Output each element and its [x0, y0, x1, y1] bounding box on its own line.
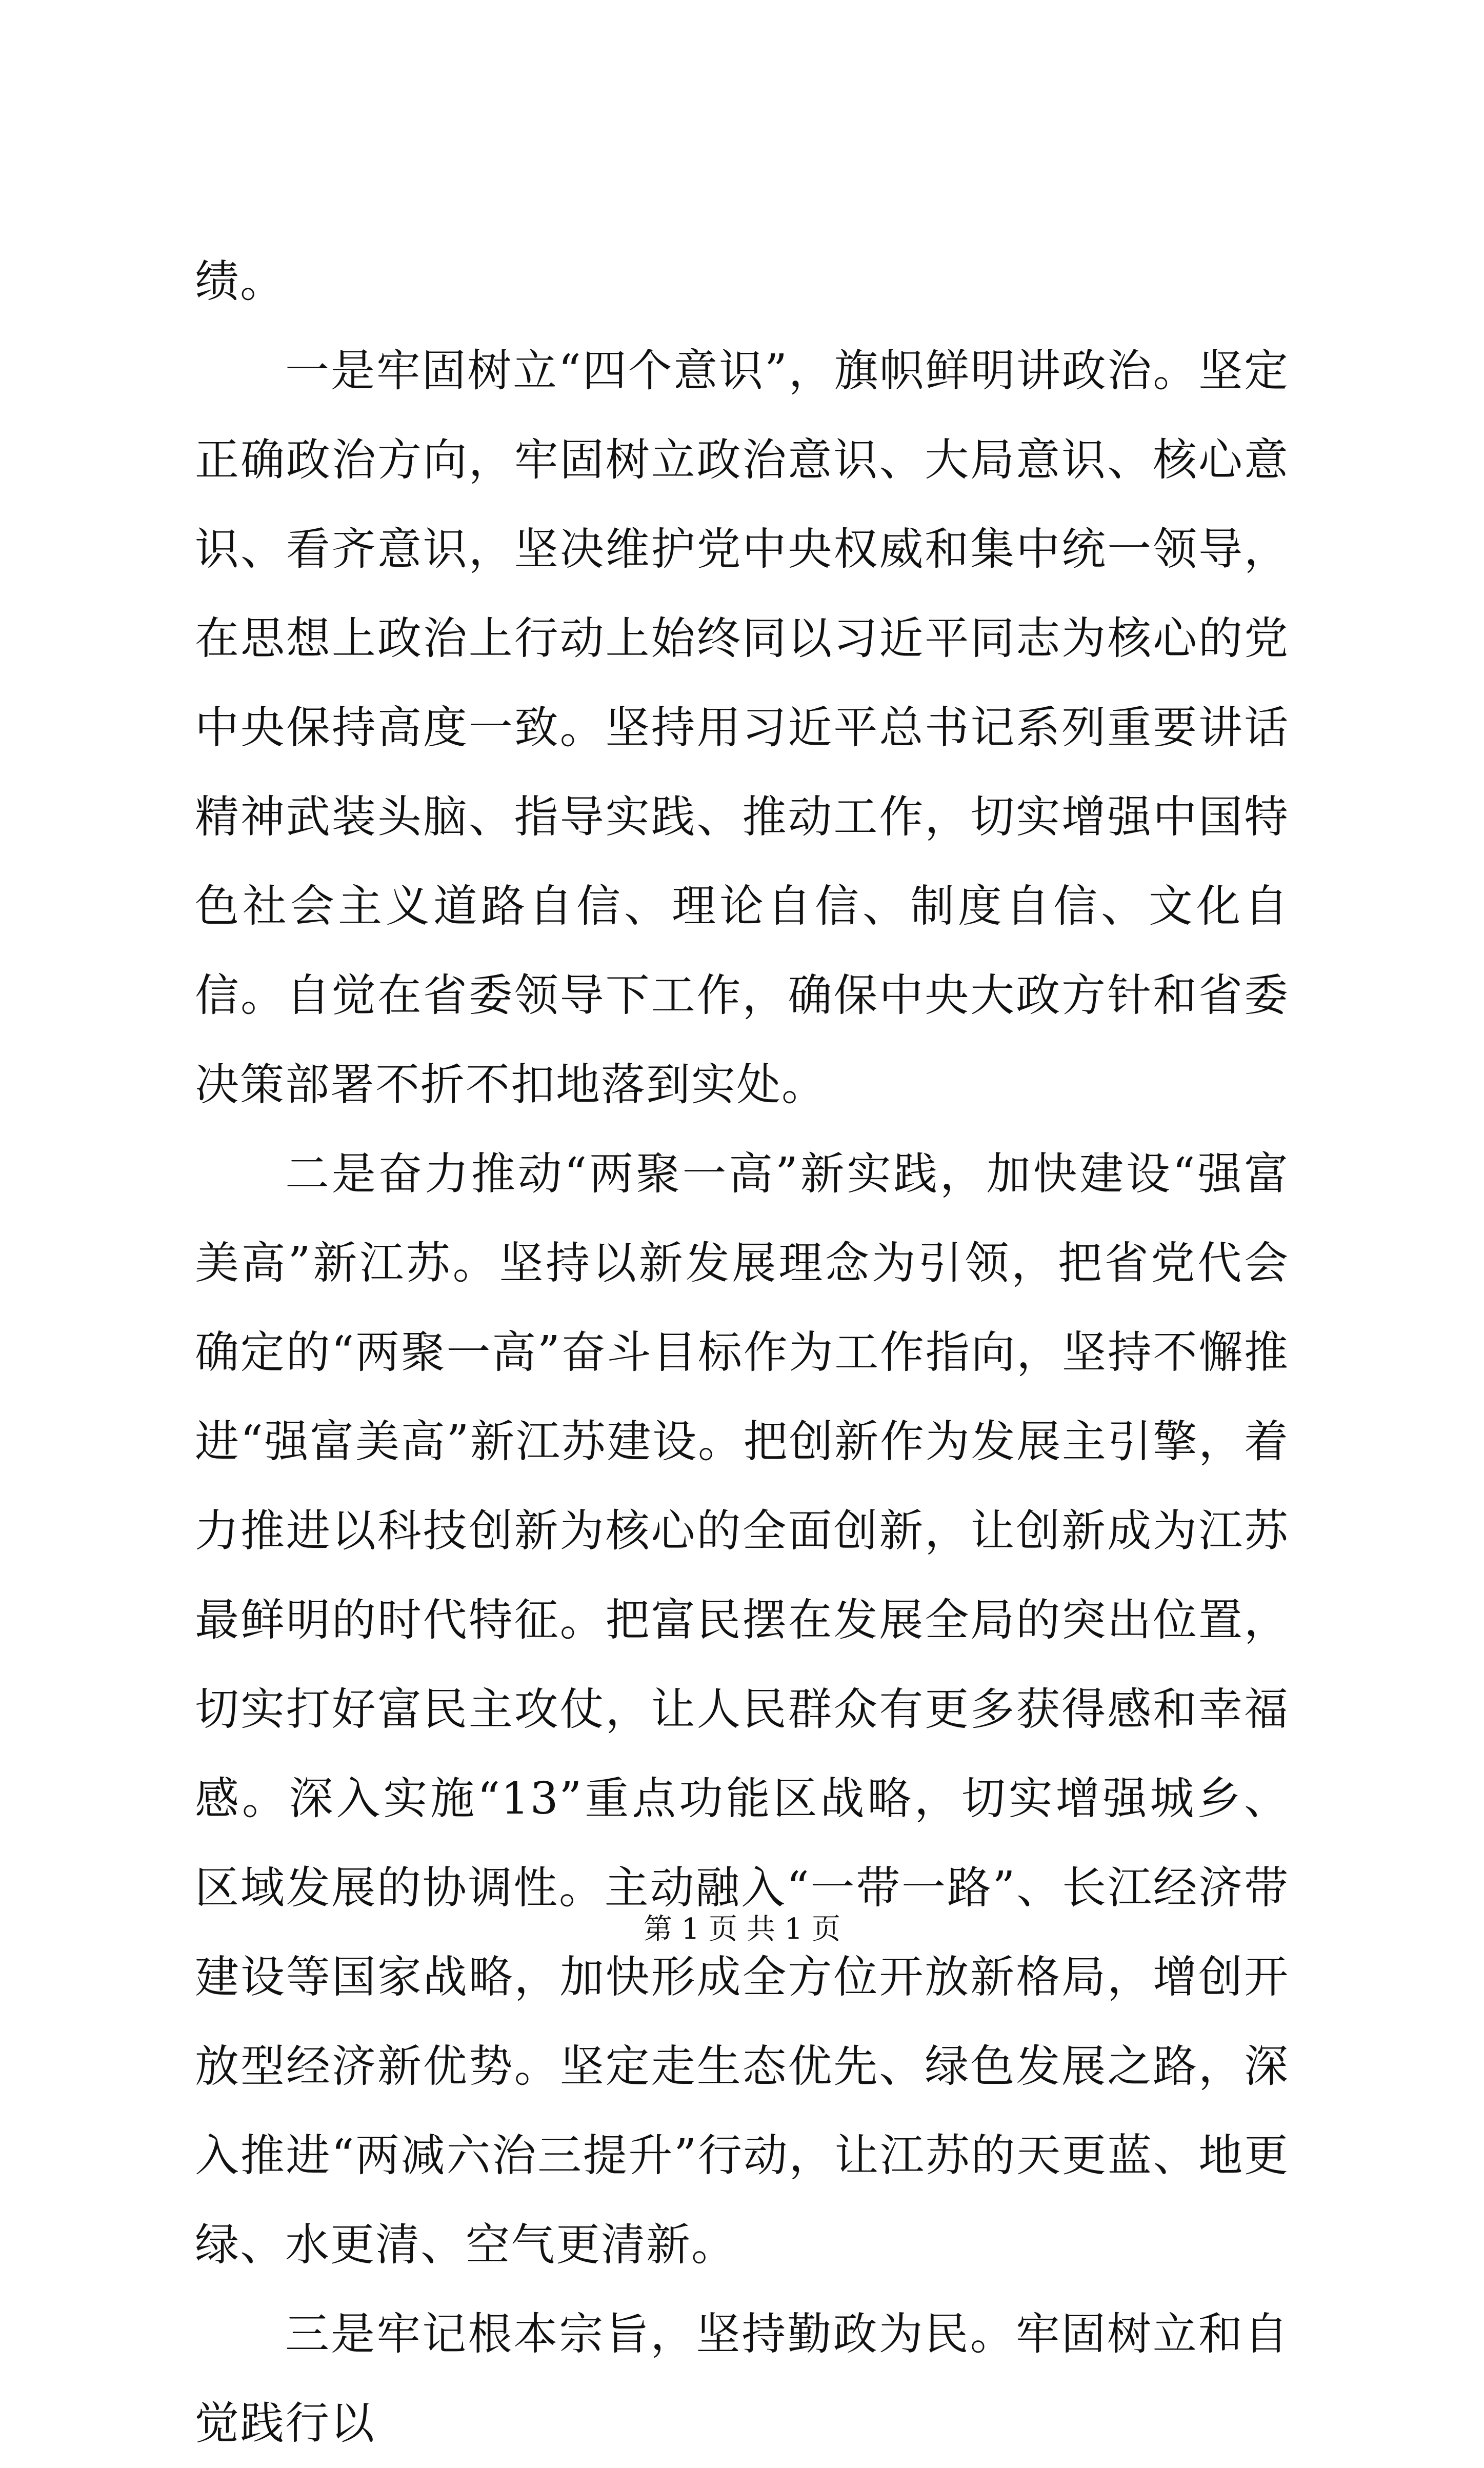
document-body: [195, 237, 1289, 2468]
paragraph-continuation: 绩。: [195, 256, 285, 307]
paragraph-point-three: 三是牢记根本宗旨，坚持勤政为民。牢固树立和自觉践行以: [195, 2308, 1289, 2449]
page-footer: 第 1 页 共 1 页: [643, 1913, 841, 1946]
paragraph-point-two: 二是奋力推动“两聚一高”新实践，加快建设“强富美高”新江苏。坚持以新发展理念为引领，把省党代会确定的“两聚一高”奋斗目标作为工作指向，坚持不懈推进“强富美高”新江苏建设。把创新作为发展主引擎，着力推进以科技创新为核心的全面创新，让创新成为江苏最鲜明的时代特征。把富民摆在发展全局的突出位置，切实打好富民主攻仗，让人民群众有更多获得感和幸福感。深入实施“13”重点功能区战略，切实增强城乡、区域发展的协调性。主动融入“一带一路”、长江经济带建设等国家战略，加快形成全方位开放新格局，增创开放型经济新优势。坚定走生态优先、绿色发展之路，深入推进“两减六治三提升”行动，让江苏的天更蓝、地更绿、水更清、空气更清新。: [195, 1148, 1289, 2271]
paragraph-point-one: 一是牢固树立“四个意识”，旗帜鲜明讲政治。坚定正确政治方向，牢固树立政治意识、大局意识、核心意识、看齐意识，坚决维护党中央权威和集中统一领导，在思想上政治上行动上始终同以习近平同志为核心的党中央保持高度一致。坚持用习近平总书记系列重要讲话精神武装头脑、指导实践、推动工作，切实增强中国特色社会主义道路自信、理论自信、制度自信、文化自信。自觉在省委领导下工作，确保中央大政方针和省委决策部署不折不扣地落到实处。: [195, 345, 1289, 1110]
